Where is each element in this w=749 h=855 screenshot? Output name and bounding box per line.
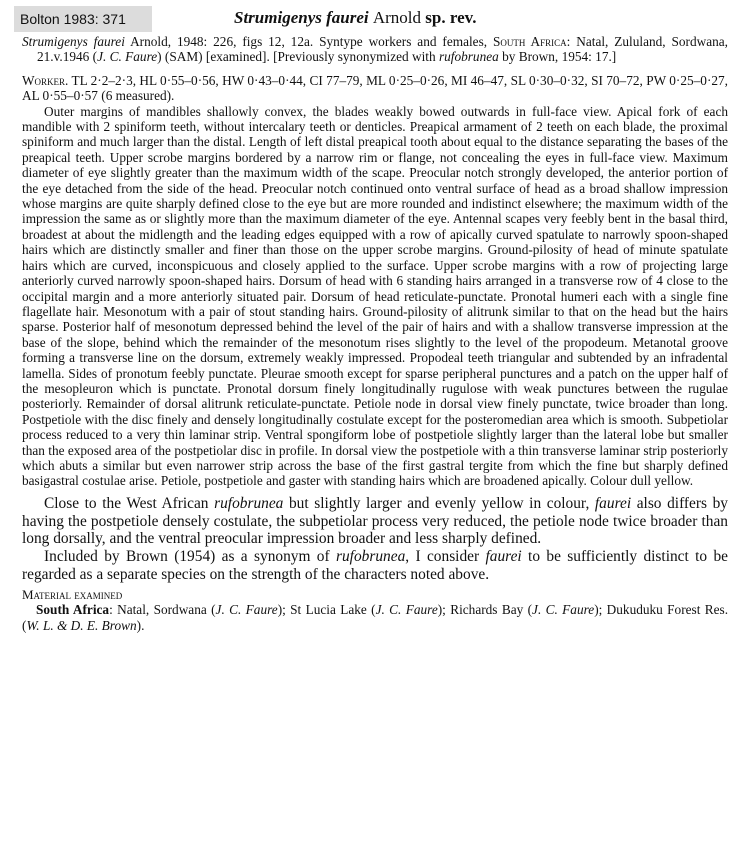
material-text: ); Dukuduku Forest Res. ( bbox=[22, 602, 729, 633]
species-name: rufobrunea bbox=[336, 548, 406, 566]
collector-name: J. C. Faure bbox=[375, 602, 438, 618]
page-header bbox=[14, 6, 734, 32]
worker-label: Worker. bbox=[22, 72, 69, 88]
article-body bbox=[22, 34, 728, 633]
discussion-paragraph bbox=[22, 548, 728, 584]
discussion-text: Included by Brown (1954) as a synonym of bbox=[44, 548, 336, 566]
worker-description: Outer margins of mandibles shallowly convex, the blades weakly bowed outwards in full-face view. Apical fork of each mandible with 2 spiniform teeth, without intercalary teeth or denticles. Preapical armament of 2 teeth on each blade, the proximal spiniform and much larger than the distal. Length of left distal preapical tooth about equal to the distance separating the bases of the preapical teeth. Upper scrobe margins bordered by a narrow rim or flange, not concealing the eyes in full-face view. Maximum diameter of eye slightly greater than the maximum width of the scape. Preocular notch strongly developed, the anterior portion of the eye detached from the side of the head. Preocular notch continued onto ventral surface of head as a broad shallow impression whose margins are quite sharply defined close to the eye but are more rounded and indistinct elsewhere; the maximum width of the impression the same as or slightly more than the maximum diameter of the eye. Antennal scapes very feebly bent in the basal third, broadest at about the midlength and the leading edges equipped with a row of apically curved spatulate to narrowly spoon-shaped hairs which are distinctly smaller and finer than those on the upper scrobe margins. Ground-pilosity of head of minute spatulate hairs which are curved, inconspicuous and closely applied to the surface. Upper scrobe margins with a row of projecting large anteriorly curved narrowly spoon-shaped hairs. Dorsum of head with 6 standing hairs arranged in a transverse row of 4 close to the occipital margin and a more anteriorly situated pair. Dorsum of head reticulate-punctate. Pronotal humeri each with a single fine flagellate hair. Mesonotum with a pair of stout standing hairs. Ground-pilosity of alitrunk similar to that on the head but the hairs sparse. Posterior half of mesonotum depressed behind the level of the pair of hairs and with a shallow transverse impression at the base of the slope, behind which the remainder of the mesonotum rises slightly to the level of the propodeum. Metanotal groove forming a transverse line on the dorsum, extremely weakly impressed. Propodeal teeth triangular and subtended by an infradental lamella. Sides of pronotum feebly punctate. Pleurae smooth except for sparse peripheral punctures and a patch on the upper half of the mesopleuron which is punctate. Pronotal dorsum finely longitudinally rugulose with weak punctures between the rugulae posteriorly. Remainder of dorsal alitrunk reticulate-punctate. Petiole node in dorsal view finely punctate, twice broader than long. Postpetiole with the disc finely and densely longitudinally costulate except for the posteromedian area which is smooth. Subpetiolar process reduced to a very thin laminar strip. Ventral spongiform lobe of postpetiole slightly larger than the lateral lobe but smaller than the exposed area of the postpetiolar disc in profile. In dorsal view the postpetiole with a thin transverse laminar strip posteriorly which abuts a similar but even narrower strip across the base of the first gastral tergite from which the fine but sharply defined basigastral costulae arise. Petiole, postpetiole and gaster with standing hairs which are broadened apically. Colour dull yellow. bbox=[22, 103, 728, 489]
citation-text: by Brown, 1954: 17.] bbox=[498, 49, 617, 65]
citation-taxon: Strumigenys faurei bbox=[22, 34, 125, 49]
discussion-text: Close to the West African bbox=[44, 494, 215, 512]
material-text: : Natal, Sordwana ( bbox=[109, 602, 216, 618]
collector-name: J. C. Faure bbox=[532, 602, 595, 618]
measurements-text: TL 2·2–2·3, HL 0·55–0·56, HW 0·43–0·44, CI 77–79, ML 0·25–0·26, MI 46–47, SL 0·30–0·32, SI 70–72, PW 0·25–0·27, AL 0·55–0·57 (6 measured). bbox=[22, 72, 728, 104]
citation-text: ) (SAM) [examined]. [Previously synonymized with bbox=[157, 49, 439, 65]
discussion-text: also differs by having the postpetiole densely costulate, the subpetiolar process very reduced, the petiole node twice broader than long dorsally, and the ventral preocular impression broader and less sharply defined. bbox=[22, 494, 728, 548]
material-country: South Africa bbox=[36, 602, 110, 618]
title-status: sp. rev. bbox=[425, 8, 477, 27]
discussion-text: to be sufficiently distinct to be regarded as a separate species on the strength of the characters noted above. bbox=[22, 548, 729, 583]
discussion-text: but slightly larger and evenly yellow in colour, bbox=[283, 494, 595, 512]
page-title bbox=[234, 8, 476, 28]
worker-measurements bbox=[22, 73, 728, 104]
material-text: ). bbox=[136, 617, 145, 633]
title-species: Strumigenys faurei bbox=[234, 8, 369, 27]
material-heading: Material examined bbox=[22, 586, 123, 602]
citation-synonym: rufobrunea bbox=[438, 49, 499, 65]
species-name: rufobrunea bbox=[214, 494, 284, 512]
material-text: ); St Lucia Lake ( bbox=[277, 602, 376, 618]
species-name: faurei bbox=[594, 494, 632, 512]
material-text: ); Richards Bay ( bbox=[437, 602, 533, 618]
reference-label: Bolton 1983: 371 bbox=[14, 6, 152, 32]
discussion-paragraph bbox=[22, 495, 728, 548]
collector-name: W. L. & D. E. Brown bbox=[26, 617, 137, 633]
citation-paragraph bbox=[22, 34, 728, 65]
citation-text: : Natal, Zululand, Sordwana, 21.v.1946 ( bbox=[37, 34, 728, 65]
citation-collector: J. C. Faure bbox=[97, 49, 158, 65]
collector-name: J. C. Faure bbox=[215, 602, 278, 618]
citation-country: South Africa bbox=[492, 34, 567, 49]
material-paragraph bbox=[22, 602, 728, 633]
citation-text: Arnold, 1948: 226, figs 12, 12a. Syntype workers and females, bbox=[124, 34, 493, 49]
discussion-text: , I consider bbox=[405, 548, 486, 566]
title-author: Arnold bbox=[372, 8, 422, 27]
species-name: faurei bbox=[485, 548, 522, 566]
